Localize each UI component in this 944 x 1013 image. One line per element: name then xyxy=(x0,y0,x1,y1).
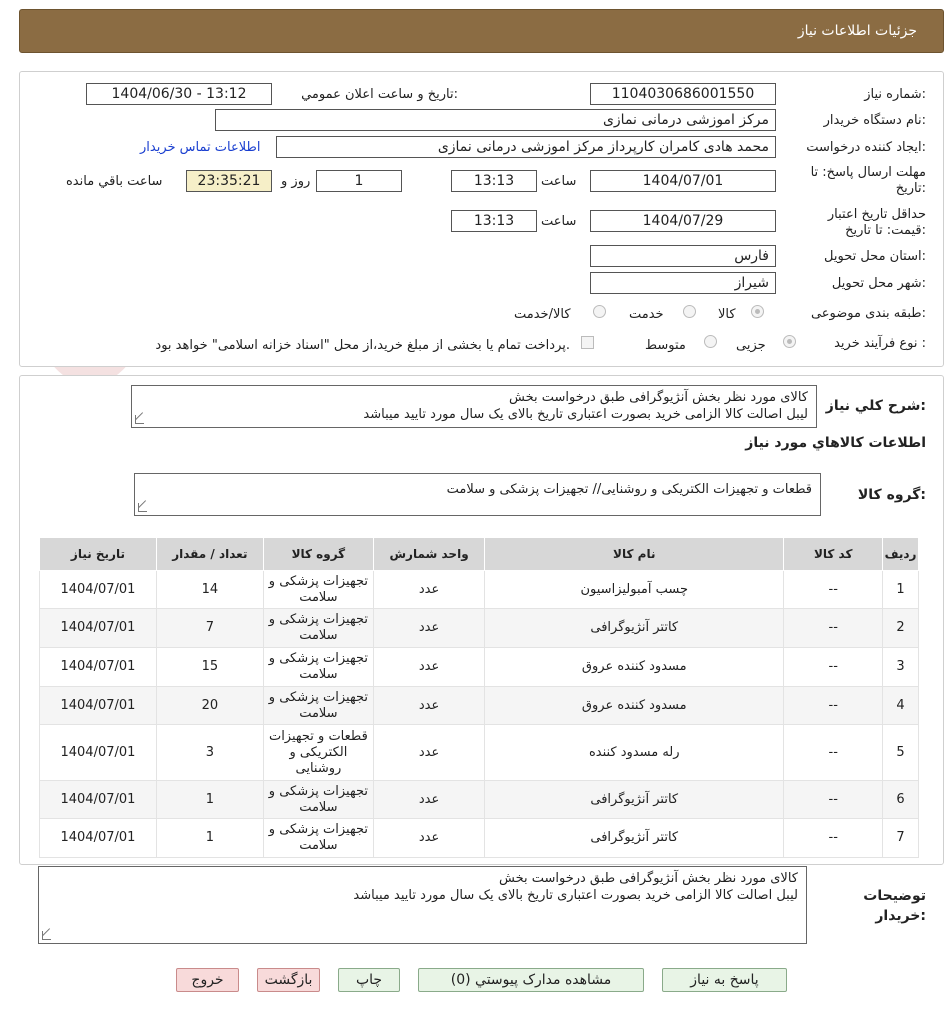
creator-field: محمد هادی کامران کارپرداز مرکز اموزشی درمانی نمازی xyxy=(276,136,776,158)
cell-quantity: 20 xyxy=(156,687,263,725)
province-label: استان محل تحویل: xyxy=(824,249,926,264)
need-number-label: شماره نیاز: xyxy=(864,87,926,102)
cell-group: قطعات و تجهیزات الکتریکی و روشنایی xyxy=(263,725,373,781)
cell-name: کاتتر آنژیوگرافی xyxy=(485,609,784,648)
description-line-1: کالای مورد نظر بخش آنژیوگرافی طبق درخواست بخش xyxy=(509,390,808,405)
col-header-date: تاریخ نیاز xyxy=(40,538,157,571)
cell-unit: عدد xyxy=(374,819,485,858)
cell-name: کاتتر آنژیوگرافی xyxy=(485,819,784,858)
cell-date: 1404/07/01 xyxy=(40,725,157,781)
cell-code: -- xyxy=(784,609,883,648)
cell-unit: عدد xyxy=(374,571,485,609)
cell-row-number: 2 xyxy=(883,609,919,648)
cell-code: -- xyxy=(784,687,883,725)
table-row xyxy=(40,609,919,648)
category-radio-goods[interactable] xyxy=(751,305,764,318)
process-option-medium: متوسط xyxy=(645,338,686,353)
cell-row-number: 3 xyxy=(883,648,919,687)
cell-quantity: 7 xyxy=(156,609,263,648)
resize-handle-icon[interactable] xyxy=(42,931,51,940)
cell-group: تجهیزات پزشکی و سلامت xyxy=(263,687,373,725)
exit-button[interactable]: خروج xyxy=(176,968,239,992)
goods-table-header-row xyxy=(40,538,919,571)
cell-code: -- xyxy=(784,725,883,781)
table-row xyxy=(40,781,919,819)
table-row xyxy=(40,648,919,687)
cell-row-number: 6 xyxy=(883,781,919,819)
cell-date: 1404/07/01 xyxy=(40,781,157,819)
buyer-notes-textarea xyxy=(38,866,807,944)
cell-code: -- xyxy=(784,781,883,819)
col-header-name: نام کالا xyxy=(485,538,784,571)
cell-code: -- xyxy=(784,648,883,687)
cell-quantity: 1 xyxy=(156,781,263,819)
deadline-date-field: 1404/07/01 xyxy=(590,170,776,192)
need-number-field: 1104030686001550 xyxy=(590,83,776,105)
announce-label: تاریخ و ساعت اعلان عمومي: xyxy=(301,87,458,102)
buyer-field: مرکز اموزشی درمانی نمازی xyxy=(215,109,776,131)
goods-table xyxy=(39,537,919,858)
category-option-goods-service: کالا/خدمت xyxy=(514,307,571,322)
treasury-payment-checkbox[interactable] xyxy=(581,336,594,349)
cell-unit: عدد xyxy=(374,609,485,648)
description-label: شرح کلي نیاز: xyxy=(825,398,926,414)
deadline-time-field: 13:13 xyxy=(451,170,537,192)
cell-group: تجهیزات پزشکی و سلامت xyxy=(263,609,373,648)
cell-row-number: 4 xyxy=(883,687,919,725)
cell-unit: عدد xyxy=(374,687,485,725)
page-title: جزئیات اطلاعات نیاز xyxy=(797,23,917,39)
validity-time-label: ساعت xyxy=(541,214,577,229)
cell-name: مسدود کننده عروق xyxy=(485,687,784,725)
days-field: 1 xyxy=(316,170,402,192)
description-textarea xyxy=(131,385,817,428)
treasury-payment-note: پرداخت تمام یا بخشی از مبلغ خرید،از محل "اسناد خزانه اسلامی" خواهد بود. xyxy=(155,338,570,353)
table-row xyxy=(40,725,919,781)
announce-field: 1404/06/30 - 13:12 xyxy=(86,83,272,105)
back-button[interactable]: بازگشت xyxy=(257,968,320,992)
process-label: نوع فرآیند خرید : xyxy=(834,336,926,351)
cell-date: 1404/07/01 xyxy=(40,819,157,858)
goods-group-textarea xyxy=(134,473,821,516)
cell-name: مسدود کننده عروق xyxy=(485,648,784,687)
buyer-label: نام دستگاه خریدار: xyxy=(823,113,926,128)
resize-handle-icon[interactable] xyxy=(138,503,147,512)
cell-date: 1404/07/01 xyxy=(40,571,157,609)
province-field: فارس xyxy=(590,245,776,267)
col-header-group: گروه کالا xyxy=(263,538,373,571)
cell-date: 1404/07/01 xyxy=(40,687,157,725)
city-field: شیراز xyxy=(590,272,776,294)
table-row xyxy=(40,571,919,609)
buyer-contact-link[interactable]: اطلاعات تماس خریدار xyxy=(140,140,261,155)
cell-unit: عدد xyxy=(374,725,485,781)
category-label: طبقه بندی موضوعی: xyxy=(810,306,926,321)
table-row xyxy=(40,687,919,725)
validity-label: حداقل تاریخ اعتبار قیمت: تا تاریخ: xyxy=(827,207,926,238)
table-row xyxy=(40,819,919,858)
view-attachments-button[interactable]: مشاهده مدارک پیوستي (0) xyxy=(418,968,644,992)
category-radio-goods-service[interactable] xyxy=(593,305,606,318)
cell-quantity: 15 xyxy=(156,648,263,687)
goods-group-value: قطعات و تجهیزات الکتریکی و روشنایی// تجهیزات پزشکی و سلامت xyxy=(446,482,812,497)
remaining-time-label: ساعت باقي مانده xyxy=(66,174,163,189)
resize-handle-icon[interactable] xyxy=(135,415,144,424)
description-line-2: لیبل اصالت کالا الزامی خرید بصورت اعتباری تاریخ بالای یک سال مورد تایید میباشد xyxy=(363,407,808,422)
remaining-time-field: 23:35:21 xyxy=(186,170,272,192)
col-header-unit: واحد شمارش xyxy=(374,538,485,571)
cell-name: چسب آمبولیزاسیون xyxy=(485,571,784,609)
cell-unit: عدد xyxy=(374,648,485,687)
respond-button[interactable]: پاسخ به نیاز xyxy=(662,968,787,992)
goods-group-label: گروه کالا: xyxy=(857,487,926,503)
cell-date: 1404/07/01 xyxy=(40,648,157,687)
validity-time-field: 13:13 xyxy=(451,210,537,232)
process-radio-medium[interactable] xyxy=(704,335,717,348)
cell-code: -- xyxy=(784,819,883,858)
col-header-quantity: تعداد / مقدار xyxy=(156,538,263,571)
validity-date-field: 1404/07/29 xyxy=(590,210,776,232)
cell-group: تجهیزات پزشکی و سلامت xyxy=(263,648,373,687)
deadline-label: مهلت ارسال پاسخ: تا تاریخ: xyxy=(810,165,926,196)
creator-label: ایجاد کننده درخواست: xyxy=(806,140,926,155)
process-radio-minor[interactable] xyxy=(783,335,796,348)
cell-code: -- xyxy=(784,571,883,609)
deadline-time-label: ساعت xyxy=(541,174,577,189)
goods-section-title: اطلاعات کالاهاي مورد نیاز xyxy=(745,435,926,451)
col-header-row-number: ردیف xyxy=(883,538,919,571)
process-option-minor: جزیی xyxy=(736,338,766,353)
category-option-goods: کالا xyxy=(718,307,736,322)
cell-group: تجهیزات پزشکی و سلامت xyxy=(263,571,373,609)
buyer-notes-label: توضیحات خریدار: xyxy=(863,888,926,924)
cell-group: تجهیزات پزشکی و سلامت xyxy=(263,819,373,858)
cell-name: کاتتر آنژیوگرافی xyxy=(485,781,784,819)
buyer-notes-line-2: لیبل اصالت کالا الزامی خرید بصورت اعتباری تاریخ بالای یک سال مورد تایید میباشد xyxy=(353,888,798,903)
cell-quantity: 3 xyxy=(156,725,263,781)
cell-name: رله مسدود کننده xyxy=(485,725,784,781)
buyer-notes-line-1: کالای مورد نظر بخش آنژیوگرافی طبق درخواست بخش xyxy=(499,871,798,886)
cell-group: تجهیزات پزشکی و سلامت xyxy=(263,781,373,819)
cell-row-number: 1 xyxy=(883,571,919,609)
col-header-code: کد کالا xyxy=(784,538,883,571)
days-label: روز و xyxy=(281,174,311,189)
cell-row-number: 5 xyxy=(883,725,919,781)
category-radio-service[interactable] xyxy=(683,305,696,318)
cell-unit: عدد xyxy=(374,781,485,819)
cell-date: 1404/07/01 xyxy=(40,609,157,648)
cell-row-number: 7 xyxy=(883,819,919,858)
cell-quantity: 1 xyxy=(156,819,263,858)
print-button[interactable]: چاپ xyxy=(338,968,400,992)
city-label: شهر محل تحویل: xyxy=(831,276,926,291)
page-header xyxy=(19,9,944,53)
cell-quantity: 14 xyxy=(156,571,263,609)
category-option-service: خدمت xyxy=(629,307,664,322)
